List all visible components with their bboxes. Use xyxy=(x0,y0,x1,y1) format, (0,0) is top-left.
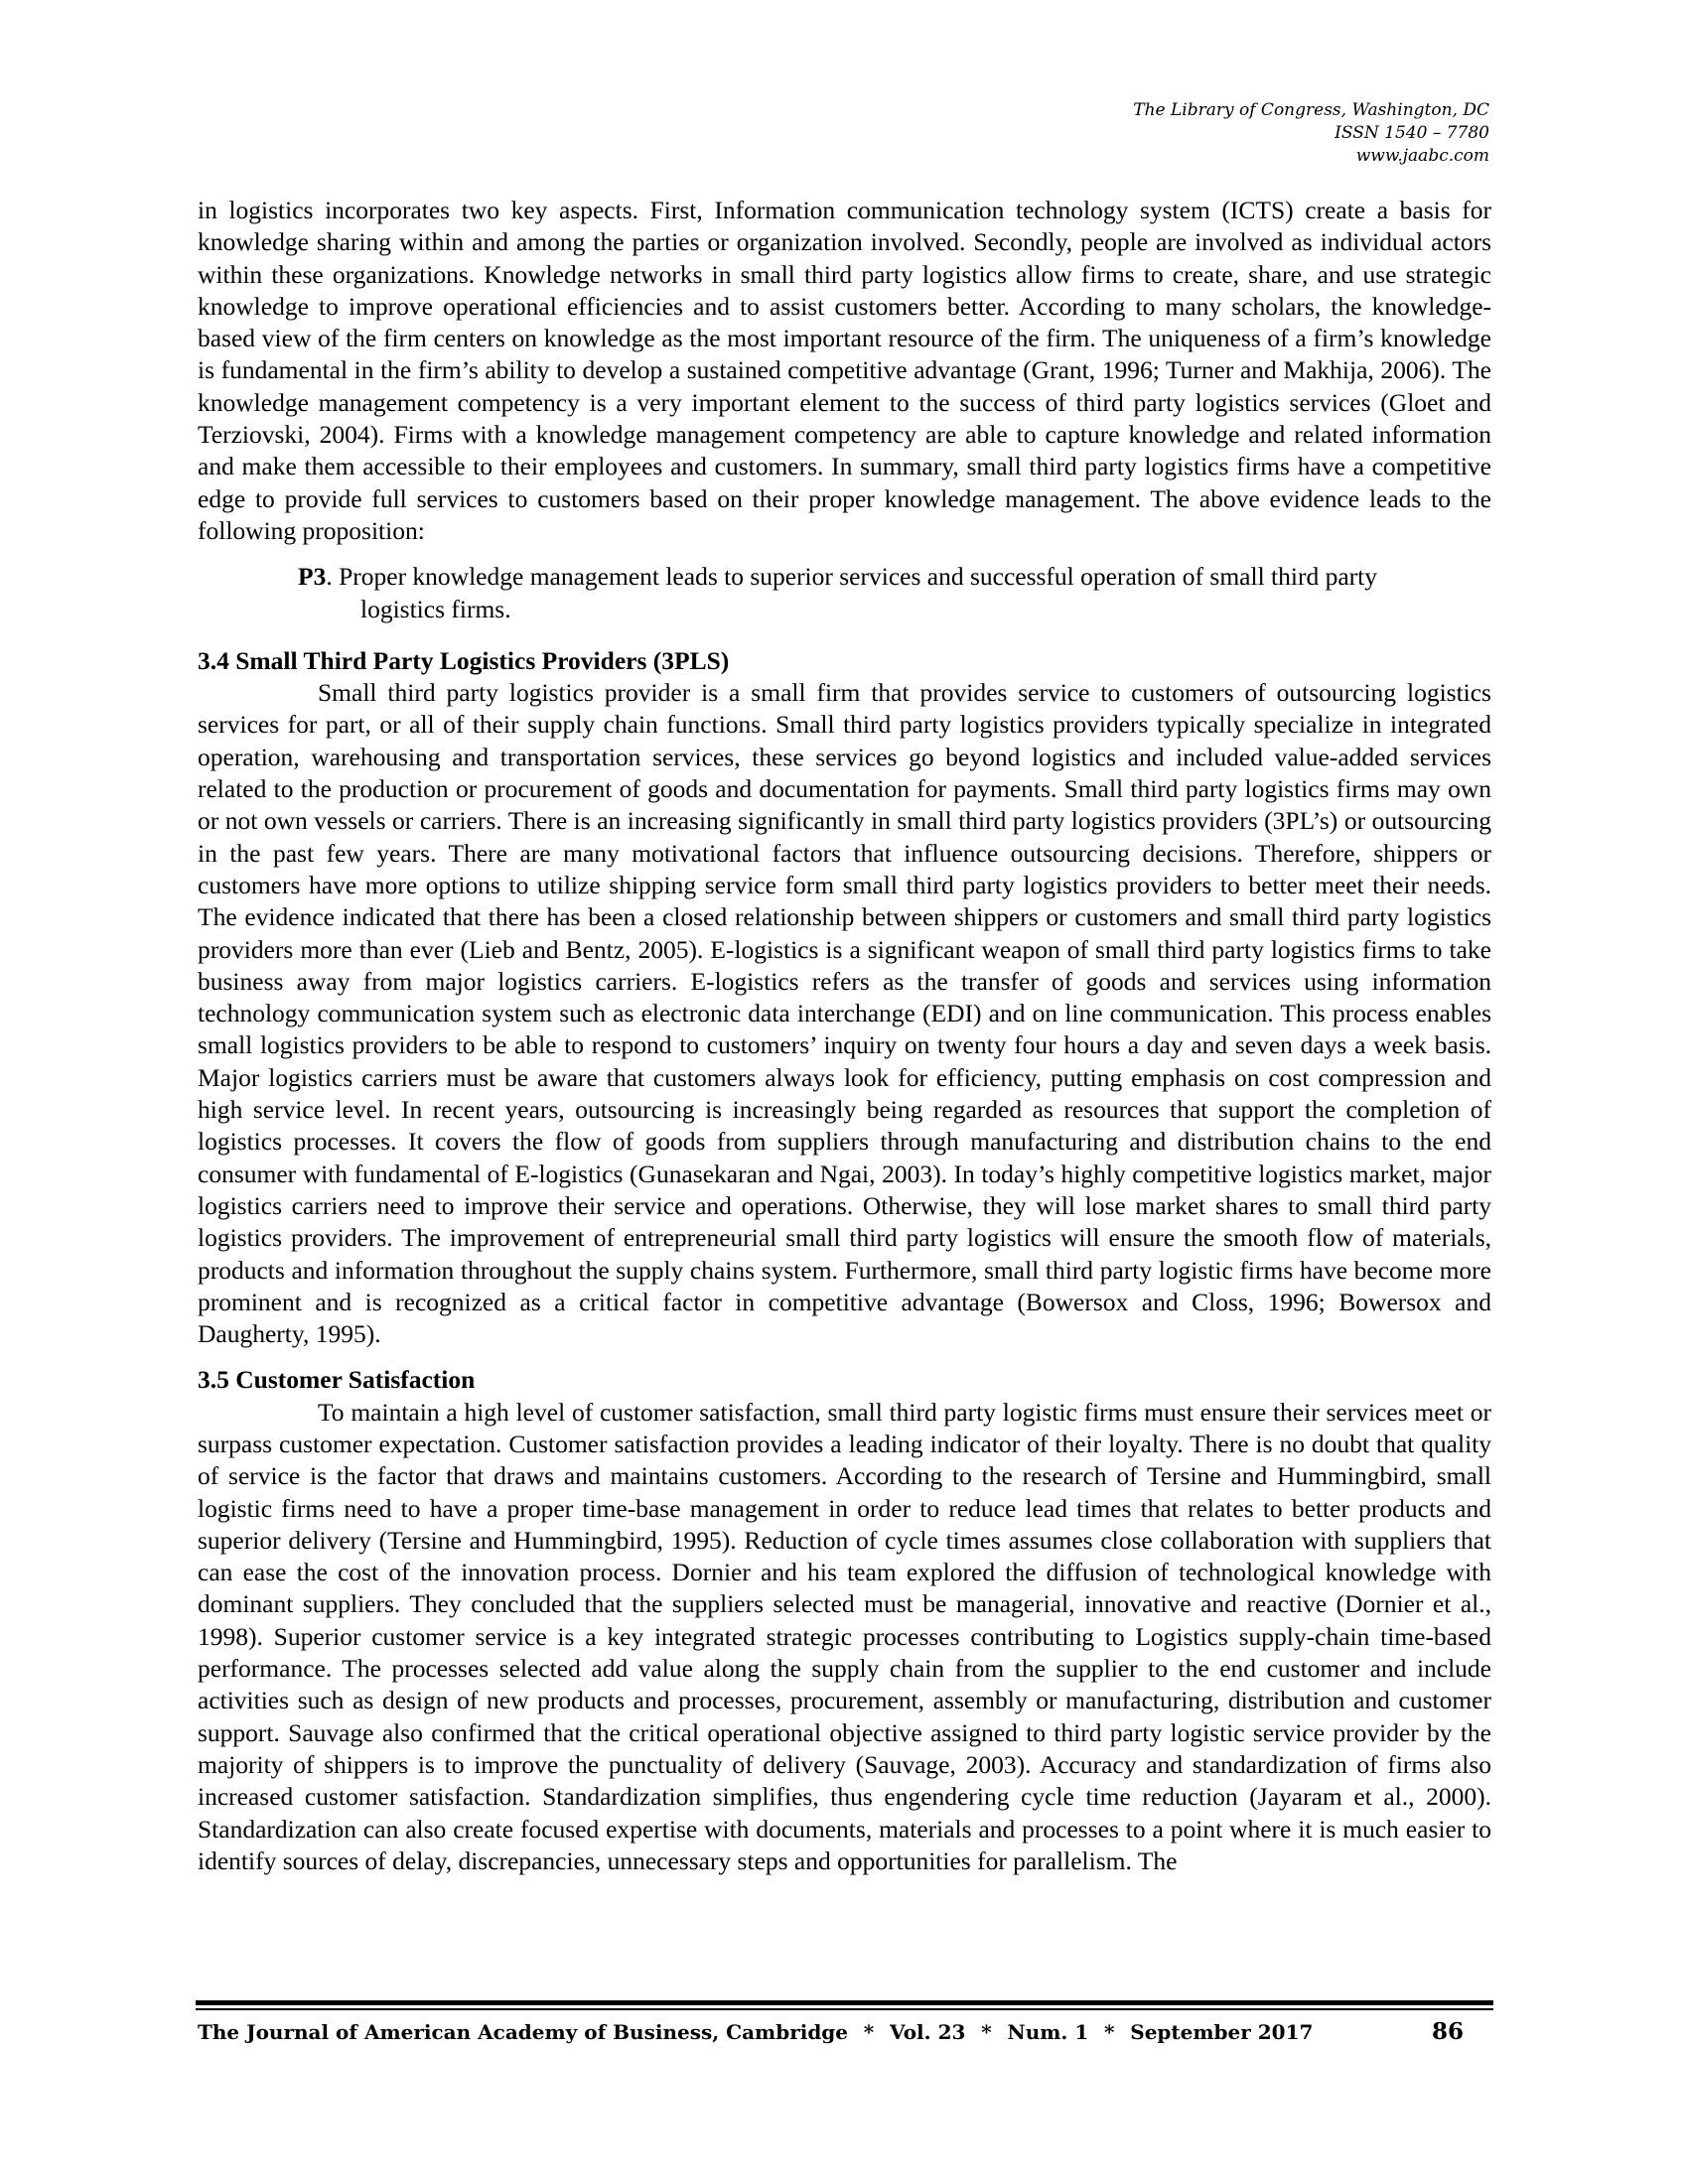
header-issn: ISSN 1540 – 7780 xyxy=(1335,123,1489,143)
proposition-line-2: logistics firms. xyxy=(360,594,511,623)
body-text xyxy=(198,195,1491,1877)
footer-volume: Vol. 23 xyxy=(890,2020,966,2044)
proposition-label: P3 xyxy=(298,562,327,592)
footer-journal-title: The Journal of American Academy of Business, Cambridge xyxy=(198,2020,849,2044)
paragraph-knowledge-management: in logistics incorporates two key aspects. First, Information communication technology system (ICTS) create a basis for knowledge sharing within and among the parties or organization involved. Secondly, people are involved as individual actors within these organizations. Knowledge networks in small third party logistics allow firms to create, share, and use strategic knowledge to improve operational efficiencies and to assist customers better. According to many scholars, the knowledge-based view of the firm centers on knowledge as the most important resource of the firm. The uniqueness of a firm’s knowledge is fundamental in the firm’s ability to develop a sustained competitive advantage (Grant, 1996; Turner and Makhija, 2006). The knowledge management competency is a very important element to the success of third party logistics services (Gloet and Terziovski, 2004). Firms with a knowledge management competency are able to capture knowledge and related information and make them accessible to their employees and customers. In summary, small third party logistics firms have a competitive edge to provide full services to customers based on their proper knowledge management. The above evidence leads to the following proposition: xyxy=(198,196,1491,545)
footer-separator: * xyxy=(981,2020,992,2044)
running-header xyxy=(1133,99,1489,168)
page-number: 86 xyxy=(1432,2018,1465,2045)
footer-separator: * xyxy=(1104,2020,1115,2044)
running-footer xyxy=(198,2018,1465,2046)
footer-number: Num. 1 xyxy=(1007,2020,1089,2044)
proposition-p3 xyxy=(198,561,1491,625)
proposition-line-1 xyxy=(298,561,1491,593)
proposition-text: . Proper knowledge management leads to superior services and successful operation of small third party xyxy=(326,562,1377,592)
header-website: www.jaabc.com xyxy=(1355,146,1489,166)
paragraph-customer-satisfaction: To maintain a high level of customer satisfaction, small third party logistic firms must ensure their services meet or surpass customer expectation. Customer satisfaction provides a leading indicator of their loyalty. There is no doubt that quality of service is the factor that draws and maintains customers. According to the research of Tersine and Hummingbird, small logistic firms need to have a proper time-base management in order to reduce lead times that relates to better products and superior delivery (Tersine and Hummingbird, 1995). Reduction of cycle times assumes close collaboration with suppliers that can ease the cost of the innovation process. Dornier and his team explored the diffusion of technological knowledge with dominant suppliers. They concluded that the suppliers selected must be managerial, innovative and reactive (Dornier et al., 1998). Superior customer service is a key integrated strategic processes contributing to Logistics supply-chain time-based performance. The processes selected add value along the supply chain from the supplier to the end customer and include activities such as design of new products and processes, procurement, assembly or manufacturing, distribution and customer support. Sauvage also confirmed that the critical operational objective assigned to third party logistic service provider by the majority of shippers is to improve the punctuality of delivery (Sauvage, 2003). Accuracy and standardization of firms also increased customer satisfaction. Standardization simplifies, thus engendering cycle time reduction (Jayaram et al., 2000). Standardization can also create focused expertise with documents, materials and processes to a point where it is much easier to identify sources of delay, discrepancies, unnecessary steps and opportunities for parallelism. The xyxy=(198,1397,1491,1875)
footer-rule-thick xyxy=(196,2000,1493,2005)
footer-date: September 2017 xyxy=(1130,2020,1314,2044)
section-heading-3-4: 3.4 Small Third Party Logistics Providers (3PLS) xyxy=(198,645,730,675)
section-heading-3-5: 3.5 Customer Satisfaction xyxy=(198,1365,476,1395)
header-publisher: The Library of Congress, Washington, DC xyxy=(1133,100,1489,120)
footer-rule-thin xyxy=(196,2008,1493,2010)
paragraph-3pl-providers: Small third party logistics provider is a small firm that provides service to customers of outsourcing logistics services for part, or all of their supply chain functions. Small third party logistics providers typically specialize in integrated operation, warehousing and transportation services, these services go beyond logistics and included value-added services related to the production or procurement of goods and documentation for payments. Small third party logistics firms may own or not own vessels or carriers. There is an increasing significantly in small third party logistics providers (3PL’s) or outsourcing in the past few years. There are many motivational factors that influence outsourcing decisions. Therefore, shippers or customers have more options to utilize shipping service form small third party logistics providers to better meet their needs. The evidence indicated that there has been a closed relationship between shippers or customers and small third party logistics providers more than ever (Lieb and Bentz, 2005). E-logistics is a significant weapon of small third party logistics firms to take business away from major logistics carriers. E-logistics refers as the transfer of goods and services using information technology communication system such as electronic data interchange (EDI) and on line communication. This process enables small logistics providers to be able to respond to customers’ inquiry on twenty four hours a day and seven days a week basis. Major logistics carriers must be aware that customers always look for efficiency, putting emphasis on cost compression and high service level. In recent years, outsourcing is increasingly being regarded as resources that support the completion of logistics processes. It covers the flow of goods from suppliers through manufacturing and distribution chains to the end consumer with fundamental of E-logistics (Gunasekaran and Ngai, 2003). In today’s highly competitive logistics market, major logistics carriers need to improve their service and operations. Otherwise, they will lose market shares to small third party logistics providers. The improvement of entrepreneurial small third party logistics will ensure the smooth flow of materials, products and information throughout the supply chains system. Furthermore, small third party logistic firms have become more prominent and is recognized as a critical factor in competitive advantage (Bowersox and Closs, 1996; Bowersox and Daugherty, 1995). xyxy=(198,678,1491,1349)
footer-separator: * xyxy=(863,2020,875,2044)
